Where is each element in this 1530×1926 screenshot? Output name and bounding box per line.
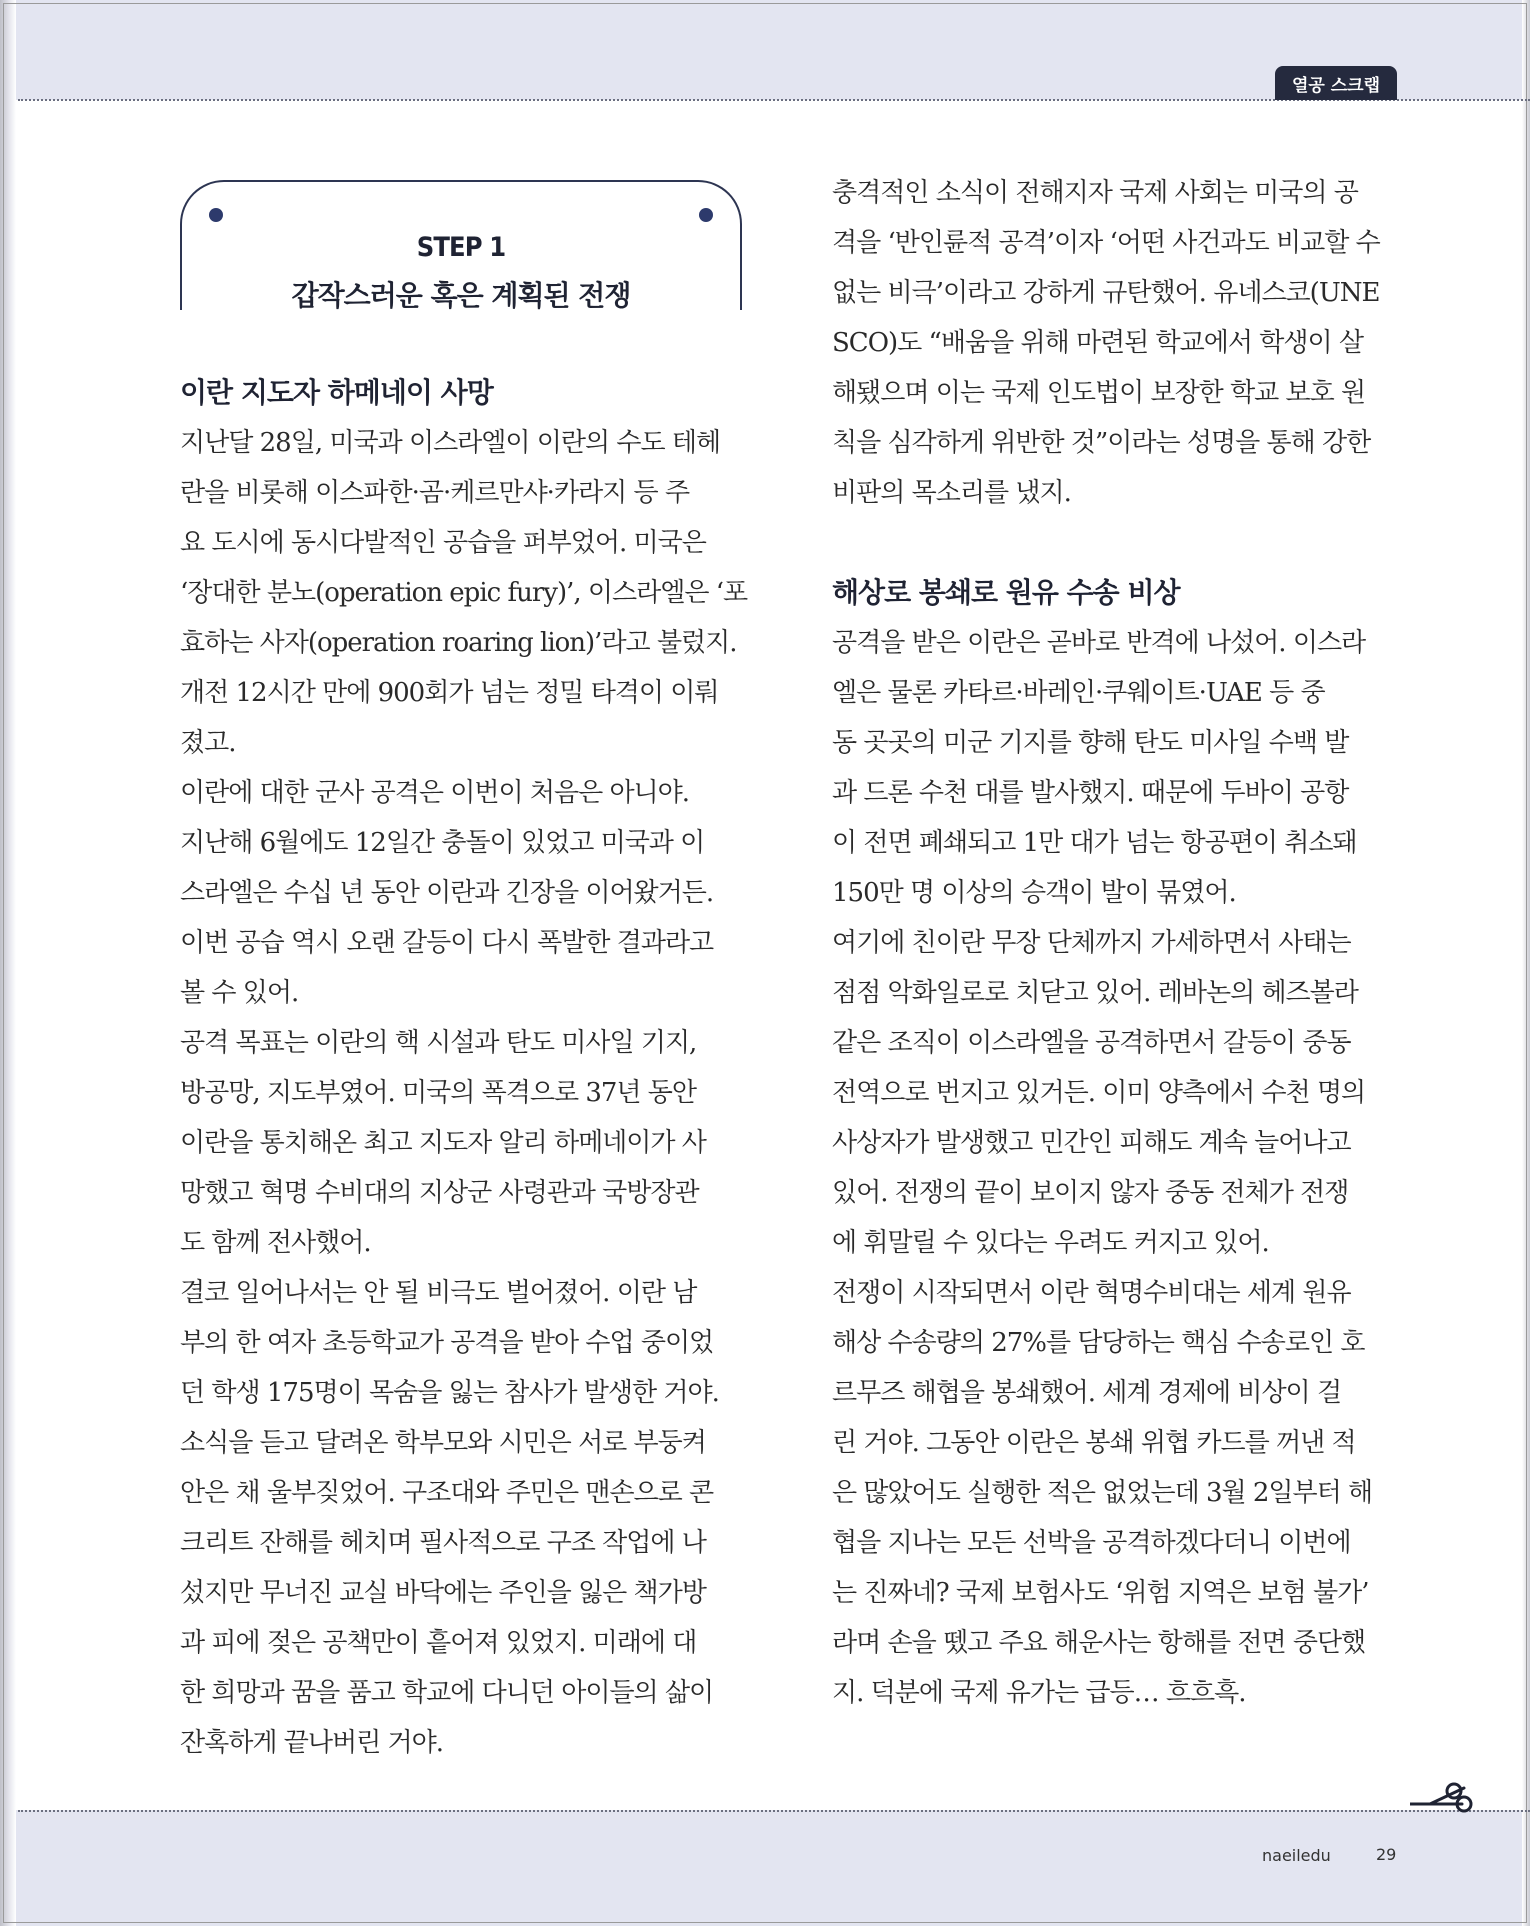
- body-line: 전쟁이 시작되면서 이란 혁명수비대는 세계 원유: [832, 1278, 1351, 1308]
- body-line: 안은 채 울부짖었어. 구조대와 주민은 맨손으로 콘: [180, 1478, 714, 1508]
- body-line: 공격 목표는 이란의 핵 시설과 탄도 미사일 기지,: [180, 1028, 697, 1058]
- body-line: 는 진짜네? 국제 보험사도 ‘위험 지역은 보험 불가’: [832, 1578, 1369, 1608]
- body-line: 이 전면 폐쇄되고 1만 대가 넘는 항공편이 취소돼: [832, 828, 1357, 858]
- body-line: 요 도시에 동시다발적인 공습을 퍼부었어. 미국은: [180, 528, 706, 558]
- body-line: 과 피에 젖은 공책만이 흩어져 있었지. 미래에 대: [180, 1628, 697, 1658]
- step-box-right-dot: [699, 208, 713, 222]
- body-line: 스라엘은 수십 년 동안 이란과 긴장을 이어왔거든.: [180, 878, 714, 908]
- body-line: 란을 비롯해 이스파한·곰·케르만샤·카라지 등 주: [180, 478, 690, 508]
- body-line: 전역으로 번지고 있거든. 이미 양측에서 수천 명의: [832, 1078, 1366, 1108]
- body-line: 점점 악화일로로 치닫고 있어. 레바논의 헤즈볼라: [832, 978, 1358, 1008]
- body-line: 잔혹하게 끝나버린 거야.: [180, 1728, 443, 1758]
- body-line: 과 드론 수천 대를 발사했지. 때문에 두바이 공항: [832, 778, 1349, 808]
- right-section-heading: 해상로 봉쇄로 원유 수송 비상: [832, 576, 1180, 609]
- body-line: 르무즈 해협을 봉쇄했어. 세계 경제에 비상이 걸: [832, 1378, 1342, 1408]
- body-line: 은 많았어도 실행한 적은 없었는데 3월 2일부터 해: [832, 1478, 1373, 1508]
- body-line: 린 거야. 그동안 이란은 봉쇄 위협 카드를 꺼낸 적: [832, 1428, 1356, 1458]
- body-line: 지. 덕분에 국제 유가는 급등… 흐흐흑.: [832, 1678, 1246, 1708]
- step-title-box: [180, 180, 742, 310]
- body-line: 있어. 전쟁의 끝이 보이지 않자 중동 전체가 전쟁: [832, 1178, 1349, 1208]
- body-line: 크리트 잔해를 헤치며 필사적으로 구조 작업에 나: [180, 1528, 706, 1558]
- body-line: 망했고 혁명 수비대의 지상군 사령관과 국방장관: [180, 1178, 699, 1208]
- body-line: 사상자가 발생했고 민간인 피해도 계속 늘어나고: [832, 1128, 1351, 1158]
- body-line: 같은 조직이 이스라엘을 공격하면서 갈등이 중동: [832, 1028, 1351, 1058]
- footer-dotted-divider: [18, 1810, 1530, 1812]
- body-line: 공격을 받은 이란은 곧바로 반격에 나섰어. 이스라: [832, 628, 1366, 658]
- body-line: 에 휘말릴 수 있다는 우려도 커지고 있어.: [832, 1228, 1269, 1258]
- body-line: 지난달 28일, 미국과 이스라엘이 이란의 수도 테헤: [180, 428, 721, 458]
- body-line: ‘장대한 분노(operation epic fury)’, 이스라엘은 ‘포: [180, 578, 748, 608]
- scissors-icon: [1410, 1778, 1476, 1818]
- body-line: 소식을 듣고 달려온 학부모와 시민은 서로 부둥켜: [180, 1428, 706, 1458]
- body-line: 엘은 물론 카타르·바레인·쿠웨이트·UAE 등 중: [832, 678, 1325, 708]
- body-line: 효하는 사자(operation roaring lion)’라고 불렀지.: [180, 628, 737, 658]
- body-line: 없는 비극’이라고 강하게 규탄했어. 유네스코(UNE: [832, 278, 1380, 308]
- body-line: 협을 지나는 모든 선박을 공격하겠다더니 이번에: [832, 1528, 1351, 1558]
- body-line: 해상 수송량의 27%를 담당하는 핵심 수송로인 호: [832, 1328, 1365, 1358]
- body-line: SCO)도 “배움을 위해 마련된 학교에서 학생이 살: [832, 328, 1364, 358]
- body-line: 이란을 통치해온 최고 지도자 알리 하메네이가 사: [180, 1128, 706, 1158]
- footer-brand: naeiledu: [1262, 1846, 1331, 1865]
- body-line: 칙을 심각하게 위반한 것”이라는 성명을 통해 강한: [832, 428, 1371, 458]
- body-line: 던 학생 175명이 목숨을 잃는 참사가 발생한 거야.: [180, 1378, 719, 1408]
- body-line: 결코 일어나서는 안 될 비극도 벌어졌어. 이란 남: [180, 1278, 697, 1308]
- body-line: 볼 수 있어.: [180, 978, 299, 1008]
- step-title: 갑작스러운 혹은 계획된 전쟁: [291, 279, 631, 312]
- body-line: 150만 명 이상의 승객이 발이 묶였어.: [832, 878, 1236, 908]
- left-section-heading: 이란 지도자 하메네이 사망: [180, 376, 493, 409]
- body-line: 격을 ‘반인륜적 공격’이자 ‘어떤 사건과도 비교할 수: [832, 228, 1380, 258]
- step-label: STEP 1: [416, 232, 506, 263]
- body-line: 부의 한 여자 초등학교가 공격을 받아 수업 중이었: [180, 1328, 714, 1358]
- body-line: 한 희망과 꿈을 품고 학교에 다니던 아이들의 삶이: [180, 1678, 714, 1708]
- body-line: 방공망, 지도부였어. 미국의 폭격으로 37년 동안: [180, 1078, 697, 1108]
- section-tag: 열공 스크랩: [1275, 66, 1397, 100]
- body-line: 개전 12시간 만에 900회가 넘는 정밀 타격이 이뤄: [180, 678, 719, 708]
- paragraph-gap: [832, 518, 1397, 568]
- body-line: 졌고.: [180, 728, 236, 758]
- body-line: 이란에 대한 군사 공격은 이번이 처음은 아니야.: [180, 778, 690, 808]
- body-line: 동 곳곳의 미군 기지를 향해 탄도 미사일 수백 발: [832, 728, 1349, 758]
- page-number: 29: [1376, 1845, 1397, 1864]
- body-line: 비판의 목소리를 냈지.: [832, 478, 1071, 508]
- body-line: 도 함께 전사했어.: [180, 1228, 371, 1258]
- step-box-left-dot: [209, 208, 223, 222]
- body-line: 이번 공습 역시 오랜 갈등이 다시 폭발한 결과라고: [180, 928, 714, 958]
- body-line: 충격적인 소식이 전해지자 국제 사회는 미국의 공: [832, 178, 1358, 208]
- body-line: 지난해 6월에도 12일간 충돌이 있었고 미국과 이: [180, 828, 705, 858]
- left-column: [180, 368, 748, 1768]
- body-line: 라며 손을 뗐고 주요 해운사는 항해를 전면 중단했: [832, 1628, 1366, 1658]
- right-column: [832, 168, 1397, 1718]
- body-line: 여기에 친이란 무장 단체까지 가세하면서 사태는: [832, 928, 1351, 958]
- body-line: 섰지만 무너진 교실 바닥에는 주인을 잃은 책가방: [180, 1578, 706, 1608]
- body-line: 해됐으며 이는 국제 인도법이 보장한 학교 보호 원: [832, 378, 1366, 408]
